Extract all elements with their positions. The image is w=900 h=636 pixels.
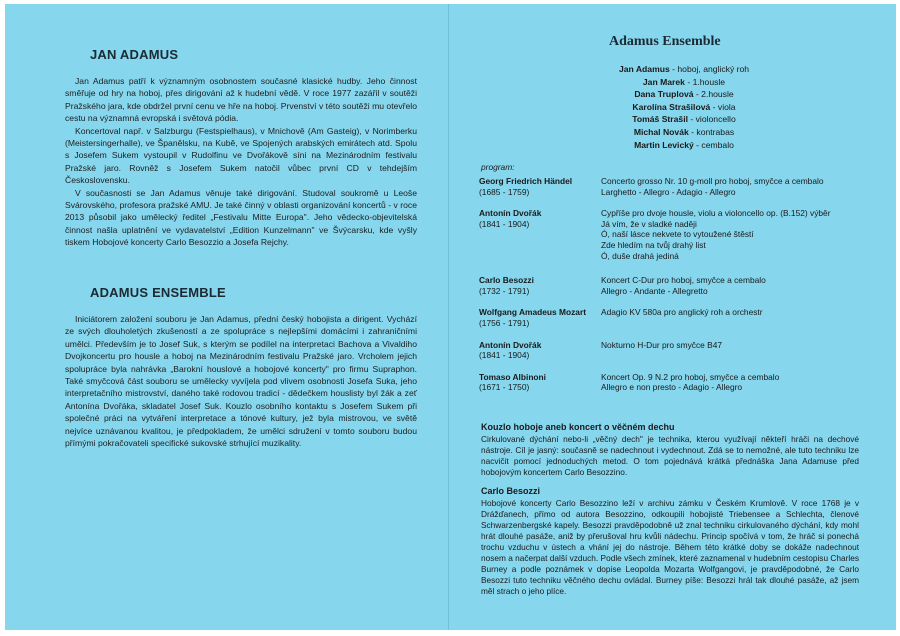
composer-name: Antonín Dvořák [479,339,542,350]
besozzi-heading: Carlo Besozzi [481,486,541,496]
member-line: Martin Levický - cembalo [634,139,734,150]
work-line: Koncert C-Dur pro hoboj, smyčce a cembalo [601,275,766,286]
member-line: Jan Marek - 1.housle [642,76,726,87]
ensemble-text [65,313,417,449]
bio-paragraph: Jan Adamus patří k významným osobnostem současné klasické hudby. Jeho činnost směřuje od hry na hoboj, přes dirigování až k hudební vědě. V roce 1977 zazářil v soutěži Pražského jara, kde obdržel první cenu ve hře na hoboj. Prvenství v této soutěži mu otevřelo cestu na významná evropská i světová pódia. [65,76,417,124]
member-line: Tomáš Strašil - violoncello [632,114,736,125]
program-item [479,372,869,393]
kouzlo-heading: Kouzlo hoboje aneb koncert o věčném dechu [481,422,675,432]
program-list [479,176,869,393]
composer-name: Wolfgang Amadeus Mozart [479,307,587,318]
ensemble-paragraph: Iniciátorem založení souboru je Jan Adamus, přední český hobojista a dirigent. Vychází ze svých dlouholetých zkušeností a ze spolupráce s nejlepšími domácími i zahraničními umělci. Především je to Josef Suk, s kterým se podílel na interpretaci Bachova a Vivaldiho Dvojkoncertu pro housle a hoboj na Mezinárodním festivalu Pražské jaro. Vrcholem jejich spolupráce byla nahrávka „Barokní houslové a hobojové koncerty" pro firmu Supraphon. Také smyčcová část souboru se umělecky vyvíjela pod vlivem osobnosti Josefa Suka, jeho interpretačního mistrovství, daného také rodovou tradicí - dědečkem houslisty byl žák a zeť Antonína Dvořáka, skladatel Josef Suk. Kouzlo osobního kontaktu s Josefem Sukem při společné práci na vytváření interpretace a tónové kultury, jež byla mistrovou, ve světě nejvíce uznávanou kvalitou, je předpokladem, že umělci sdružení v tomto souboru budou přímými pokračovateli specifické sukovské strhující muzikality. [65,314,417,449]
ensemble-title: Adamus Ensemble [609,34,721,49]
composer-years: (1671 - 1750) [479,382,530,393]
member-line: Karolína Strašilová - viola [632,101,736,112]
right-page [449,4,896,630]
work-line: Koncert Op. 9 N.2 pro hoboj, smyčce a cembalo [601,371,780,382]
bio-paragraph: Koncertoval např. v Salzburgu (Festspielhaus), v Mnichově (Am Gasteig), v Norimberku (Meistersingerhalle), ve Španělsku, na Kubě, ve Spojených arabských emirátech atd. Spolu s Josefem Sukem vystoupil v Rudolfinu ve Dvořákově síni na Mezinárodním festivalu Pražské jaro. Rovněž s Josefem Sukem natočil vůbec první CD v tehdejším Československu. [65,125,417,186]
work-line: Larghetto - Allegro - Adagio - Allegro [601,186,736,197]
work-line: Ó, naší lásce nekvete to vytoužené štěstí [601,229,754,240]
composer-years: (1841 - 1904) [479,218,530,229]
brochure-spread [5,4,896,630]
composer-years: (1732 - 1791) [479,285,530,296]
work-line: Adagio KV 580a pro anglický roh a orchestr [601,307,763,318]
member-line: Jan Adamus - hoboj, anglický roh [618,64,750,74]
besozzi-text: Hobojové koncerty Carlo Besozzino leží v archivu zámku v Českém Krumlově. V roce 1768 je v Drážďanech, přímo od autora Besozzino, odkoupili hobojisté Triebensee a Schlechta, členové Schwarzenbergské kapely. Besozzi pravděpodobně už znal techniku cirkulovaného dýchání, kdy mohl hrát dlouhé pasáže, aniž by přerušoval hru kvůli nádechu. Princip spočívá v tom, že hráč si ponechá trochu vzduchu v ústech a vhání jej do nástroje. Během této krátké doby se dokáže nadechnout nosem a načerpat další vzduch. Podle všech zmínek, které zaznamenal v hudebním cestopisu Charles Burney a podle poznámek v dopise Leopolda Mozarta Wolfgangovi, je pravděpodobné, že Carlo Besozzi tuto techniku věčného dechu ovládal. Burney píše: Besozzi hrál tak dlouhé pasáže, až jsem měl strach o jeho plíce. [481,498,859,596]
work-line: Nokturno H-Dur pro smyčce B47 [601,339,723,350]
program-label: program: [481,162,515,172]
composer-name: Tomaso Albinoni [479,371,546,382]
work-line: Allegro - Andante - Allegretto [601,285,708,296]
program-item [479,176,869,197]
member-list [549,63,819,151]
work-line: Cypříše pro dvoje housle, violu a violoncello op. (B.152) výběr [601,208,831,219]
work-line: Já vím, že v sladké naději [601,218,697,229]
program-item [479,208,869,261]
program-item [479,340,869,361]
heading-adamus-ensemble: ADAMUS ENSEMBLE [90,285,226,300]
composer-name: Georg Friedrich Händel [479,176,573,186]
heading-jan-adamus: JAN ADAMUS [90,47,179,62]
bio-paragraph: V současnosti se Jan Adamus věnuje také dirigování. Studoval soukromě u Leoše Svárovského, profesora pražské AMU. Je také činný v oblasti organizování koncertů - v roce 2013 působil jako umělecký ředitel „Festivalu Mitte Europa". Jeho vědecko-objevitelská činnost našla uplatnění ve vydavatelství „Edition Kunzelmann" ve Švýcarsku, kde vyšly tiskem Hobojové koncerty Carlo Besozzio a Josefa Rejchy. [65,187,417,248]
composer-name: Carlo Besozzi [479,275,534,286]
program-item [479,307,869,328]
work-line: Ó, duše drahá jediná [601,250,679,261]
work-line: Zde hledím na tvůj drahý list [601,239,706,250]
member-line: Michal Novák - kontrabas [633,126,735,137]
composer-years: (1756 - 1791) [479,317,530,328]
program-item [479,275,869,296]
composer-name: Antonín Dvořák [479,208,542,219]
member-line: Dana Truplová - 2.housle [634,89,734,100]
work-line: Allegro e non presto - Adagio - Allegro [601,382,743,393]
work-line: Concerto grosso Nr. 10 g-moll pro hoboj, smyčce a cembalo [601,176,824,186]
composer-years: (1841 - 1904) [479,350,530,361]
composer-years: (1685 - 1759) [479,186,530,197]
bio-text [65,75,417,249]
left-page [5,4,448,630]
kouzlo-text: Cirkulované dýchání nebo-li „věčný dech" je technika, kterou využívají někteří hráči na dechové nástroje. Cíl je jasný: současně se nadechnout i vydechnout. Zdá se to nemožné, ale tuto techniku lze nacvičit pomocí jednoduchých metod. O tom pojednává krátká přednáška Jana Adamuse před hobojovým koncertem Carlo Besozzino. [481,434,859,477]
